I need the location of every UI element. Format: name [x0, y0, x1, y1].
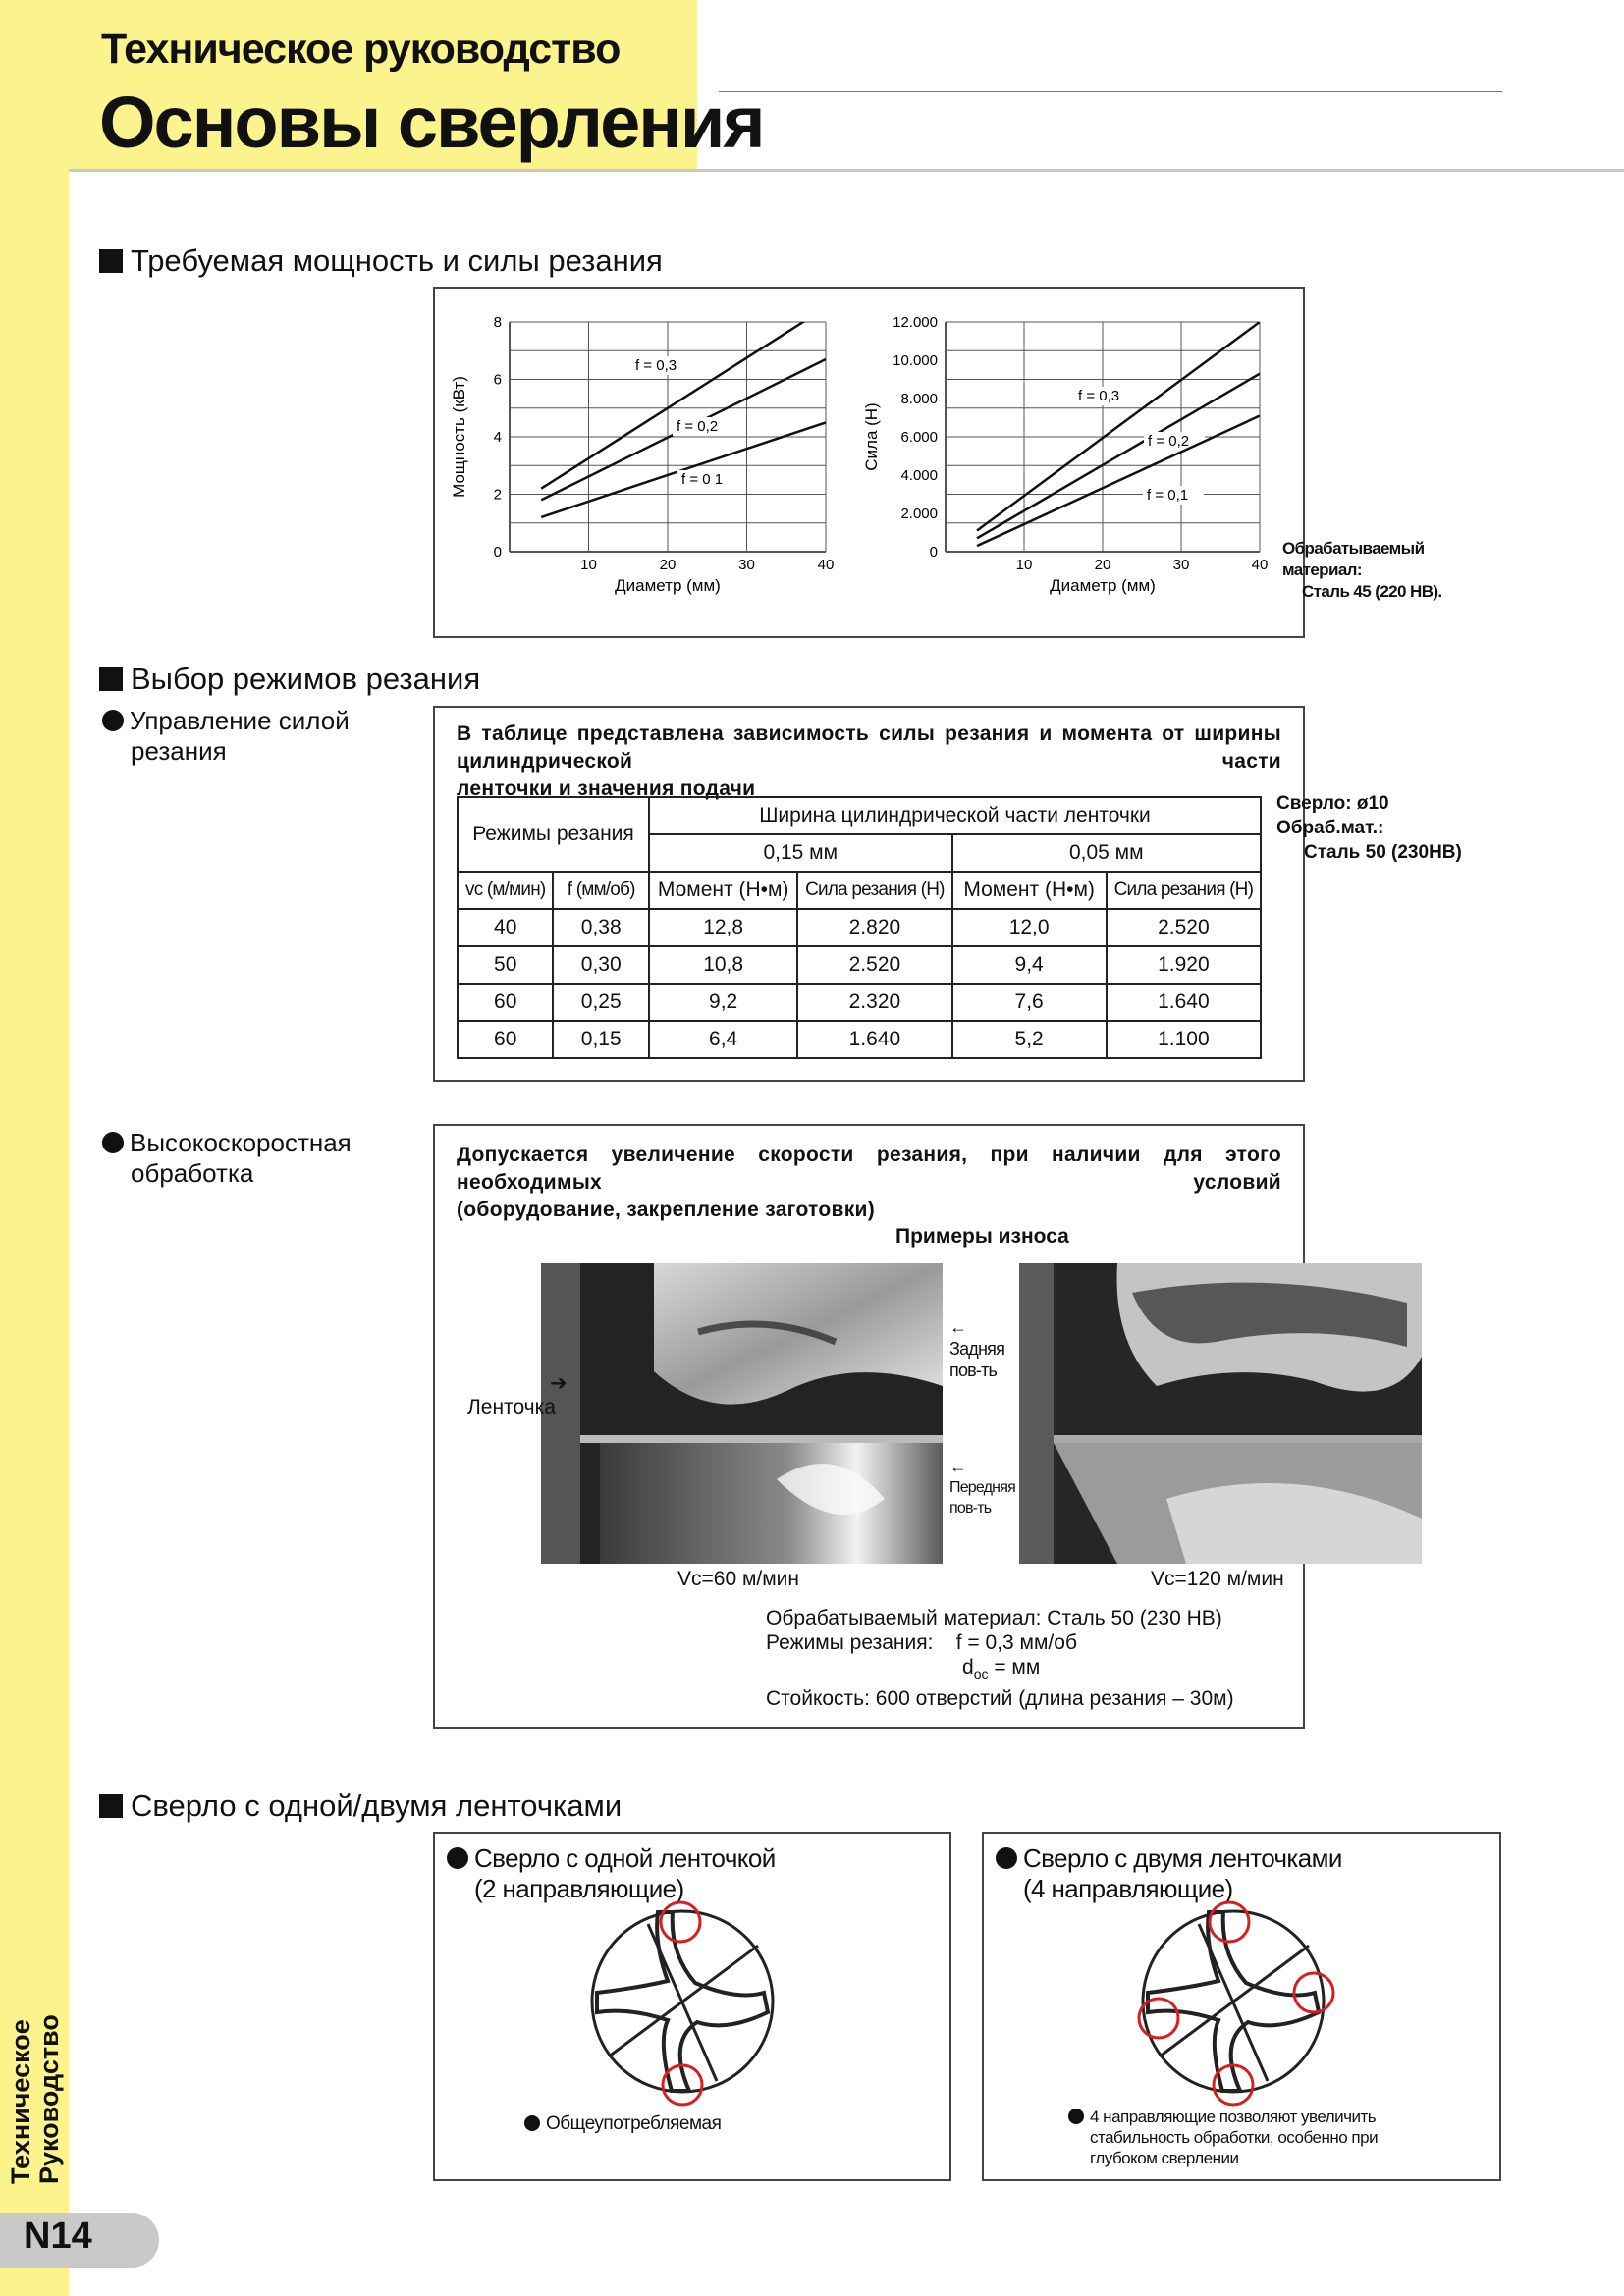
force-series-line: [977, 416, 1260, 547]
charts-box: [433, 287, 1305, 638]
wear-title: Примеры износа: [895, 1225, 1069, 1248]
table-row: [458, 1021, 1261, 1058]
high-speed-text-line: (оборудование, закрепление заготовки): [457, 1199, 876, 1221]
col-header: Сила резания (Н): [1107, 872, 1261, 909]
cond-feed: f = 0,3 мм/об: [955, 1631, 1077, 1654]
square-bullet-icon: [99, 249, 123, 273]
double-margin-note-line: 4 направляющие позволяют увеличить: [1090, 2108, 1377, 2126]
double-margin-note-line: глубоком сверлении: [1090, 2149, 1239, 2167]
header-title: Основы сверления: [99, 81, 764, 163]
power-y-tick-label: 8: [493, 314, 502, 331]
table-cell: 1.100: [1107, 1021, 1261, 1058]
table-cell: 0,25: [553, 984, 649, 1021]
power-x-tick-label: 40: [817, 557, 835, 573]
wear-photo-vc60: [541, 1263, 943, 1564]
double-margin-sub: (4 направляющие): [1023, 1874, 1233, 1903]
cond-doc-letter: d: [962, 1656, 974, 1679]
table-cell: 2.520: [1107, 909, 1261, 946]
table-header-modes: Режимы резания: [458, 797, 649, 872]
note-line: Сверло: ø10: [1276, 793, 1389, 814]
force-y-tick-label: 12.000: [893, 314, 938, 331]
cond-doc-val: = мм: [994, 1656, 1041, 1679]
col-header: f (мм/об): [553, 872, 649, 909]
table-cell: 9,4: [952, 946, 1107, 984]
circle-bullet-icon: [447, 1847, 468, 1869]
col-header: Сила резания (Н): [797, 872, 951, 909]
side-strip: [0, 0, 69, 2296]
table-cell: 6,4: [649, 1021, 797, 1058]
col-header: vc (м/мин): [458, 872, 553, 909]
table-cell: 1.640: [1107, 984, 1261, 1021]
force-control-text-line: ленточки и значения подачи: [457, 777, 756, 800]
force-y-tick-label: 4.000: [900, 467, 938, 484]
table-cell: 7,6: [952, 984, 1107, 1021]
force-x-tick-label: 40: [1251, 557, 1269, 573]
table-cell: 5,2: [952, 1021, 1107, 1058]
power-series-label: f = 0,2: [677, 418, 719, 435]
force-control-label: [102, 706, 350, 767]
back-face-line: пов-ть: [949, 1361, 998, 1380]
section-margins-heading: [99, 1789, 622, 1824]
table-cell: 12,0: [952, 909, 1107, 946]
cond-life: Стойкость: 600 отверстий (длина резания – 30м): [766, 1687, 1234, 1711]
vc60-label: Vc=60 м/мин: [677, 1568, 800, 1590]
single-margin-drill-icon: [589, 1885, 776, 2109]
single-margin-note: [524, 2112, 721, 2135]
note-line: Сталь 50 (230HB): [1304, 842, 1462, 863]
back-face-label: [949, 1316, 1004, 1381]
side-label-line: Руководство: [34, 2014, 64, 2184]
high-speed-label-line: Высокоскоростная: [130, 1128, 352, 1157]
square-bullet-icon: [99, 667, 123, 691]
power-y-tick-label: 2: [493, 486, 502, 504]
front-face-line: Передняя: [949, 1479, 1015, 1496]
power-x-axis-label: Диаметр (мм): [615, 576, 721, 595]
table-header-width-2: 0,05 мм: [952, 834, 1262, 872]
power-y-axis-label: Мощность (кВт): [450, 376, 468, 498]
circle-bullet-icon: [1068, 2109, 1084, 2124]
table-cell: 9,2: [649, 984, 797, 1021]
force-series-label: f = 0,3: [1078, 388, 1120, 404]
arrow-left-icon: ←: [949, 1457, 967, 1476]
power-series-label: f = 0,3: [635, 357, 677, 374]
double-margin-title: Сверло с двумя ленточками: [1023, 1843, 1342, 1873]
square-bullet-icon: [99, 1794, 123, 1818]
power-x-tick-label: 20: [659, 557, 677, 573]
table-header-width-1: 0,15 мм: [649, 834, 952, 872]
cutting-force-table: [457, 796, 1262, 1059]
chart-material-note: [1282, 538, 1442, 603]
header-line: [719, 91, 1502, 92]
high-speed-label-line: обработка: [131, 1158, 254, 1188]
margin-label: Ленточка: [467, 1396, 556, 1418]
side-label: [7, 2014, 64, 2184]
wear-arrow-margin: [467, 1371, 568, 1419]
circle-bullet-icon: [524, 2115, 540, 2131]
force-control-label-line: Управление силой: [130, 706, 350, 735]
cond-doc-sub: ос: [973, 1666, 989, 1682]
table-row: [458, 984, 1261, 1021]
table-cell: 1.640: [797, 1021, 951, 1058]
cond-material: Обрабатываемый материал: Сталь 50 (230 HB): [766, 1607, 1222, 1629]
table-column-headers: [458, 872, 1261, 909]
header-rule: [69, 169, 1624, 172]
chart-note-line: материал:: [1282, 561, 1362, 579]
table-row: [458, 946, 1261, 984]
force-control-text-line: В таблице представлена зависимость силы резания и момента от ширины цилиндрической части: [457, 722, 1281, 773]
header-subtitle: Техническое руководство: [101, 26, 621, 73]
arrow-right-icon: ➔: [550, 1372, 568, 1395]
force-y-tick-label: 0: [929, 544, 938, 561]
single-margin-note-text: Общеупотребляемая: [546, 2113, 722, 2134]
power-x-tick-label: 30: [738, 557, 755, 573]
circle-bullet-icon: [102, 1132, 124, 1153]
table-cell: 60: [458, 984, 553, 1021]
front-face-line: пов-ть: [949, 1500, 992, 1517]
force-y-tick-label: 8.000: [900, 391, 938, 407]
force-control-note: [1276, 791, 1462, 865]
table-row: [458, 909, 1261, 946]
single-margin-title: Сверло с одной ленточкой: [474, 1843, 776, 1873]
table-cell: 50: [458, 946, 553, 984]
circle-bullet-icon: [102, 710, 124, 731]
table-cell: 2.520: [797, 946, 951, 984]
table-cell: 12,8: [649, 909, 797, 946]
force-x-axis-label: Диаметр (мм): [1050, 576, 1156, 595]
chart-note-line: Сталь 45 (220 HB).: [1302, 582, 1442, 601]
power-series-label: f = 0 1: [681, 471, 724, 488]
charts-svg: [435, 289, 1303, 636]
chart-note-line: Обрабатываемый: [1282, 539, 1425, 558]
table-cell: 0,15: [553, 1021, 649, 1058]
power-y-tick-label: 4: [493, 429, 502, 446]
cond-modes-label: Режимы резания:: [766, 1631, 934, 1654]
force-y-tick-label: 2.000: [900, 506, 938, 522]
table-cell: 0,30: [553, 946, 649, 984]
force-y-tick-label: 10.000: [893, 352, 938, 369]
section-modes-heading: [99, 662, 480, 697]
table-cell: 1.920: [1107, 946, 1261, 984]
single-margin-sub: (2 направляющие): [474, 1874, 684, 1903]
back-face-line: Задняя: [949, 1339, 1005, 1359]
power-series-line: [541, 307, 826, 488]
table-cell: 0,38: [553, 909, 649, 946]
force-x-tick-label: 20: [1094, 557, 1111, 573]
side-label-line: Техническое: [6, 2019, 35, 2184]
double-margin-note-line: стабильность обработки, особенно при: [1090, 2128, 1379, 2147]
force-series-label: f = 0,2: [1148, 433, 1190, 450]
power-x-tick-label: 10: [580, 557, 597, 573]
vc120-label: Vc=120 м/мин: [1151, 1568, 1284, 1590]
front-face-label: [949, 1457, 1015, 1519]
page-number: N14: [24, 2216, 92, 2257]
table-cell: 2.320: [797, 984, 951, 1021]
force-x-tick-label: 10: [1015, 557, 1033, 573]
double-margin-note: [1068, 2107, 1378, 2168]
section-modes-title: Выбор режимов резания: [131, 662, 481, 696]
col-header: Момент (Н•м): [952, 872, 1107, 909]
wear-photo-vc120: [1019, 1263, 1422, 1564]
section-margins-title: Сверло с одной/двумя ленточками: [131, 1789, 623, 1823]
power-y-tick-label: 6: [493, 371, 502, 389]
power-y-tick-label: 0: [493, 544, 502, 561]
high-speed-text: [457, 1142, 1281, 1224]
force-y-tick-label: 6.000: [900, 429, 938, 446]
high-speed-text-line: Допускается увеличение скорости резания, при наличии для этого необходимых условий: [457, 1144, 1281, 1194]
force-series-line: [977, 322, 1260, 531]
section-power-title: Требуемая мощность и силы резания: [131, 243, 663, 278]
table-cell: 10,8: [649, 946, 797, 984]
force-control-label-line: резания: [131, 736, 227, 766]
table-cell: 60: [458, 1021, 553, 1058]
col-header: Момент (Н•м): [649, 872, 797, 909]
table-header-width: Ширина цилиндрической части ленточки: [649, 797, 1261, 834]
note-line: Обраб.мат.:: [1276, 818, 1384, 838]
arrow-left-icon: ←: [949, 1317, 967, 1337]
section-power-heading: [99, 243, 663, 279]
high-speed-label: [102, 1128, 352, 1189]
table-cell: 40: [458, 909, 553, 946]
force-series-label: f = 0,1: [1147, 487, 1189, 504]
test-conditions: [766, 1606, 1234, 1711]
force-y-axis-label: Сила (Н): [862, 402, 881, 471]
force-x-tick-label: 30: [1172, 557, 1190, 573]
force-control-text: [457, 721, 1281, 803]
table-cell: 2.820: [797, 909, 951, 946]
double-margin-drill-icon: [1131, 1885, 1339, 2109]
circle-bullet-icon: [996, 1847, 1017, 1869]
